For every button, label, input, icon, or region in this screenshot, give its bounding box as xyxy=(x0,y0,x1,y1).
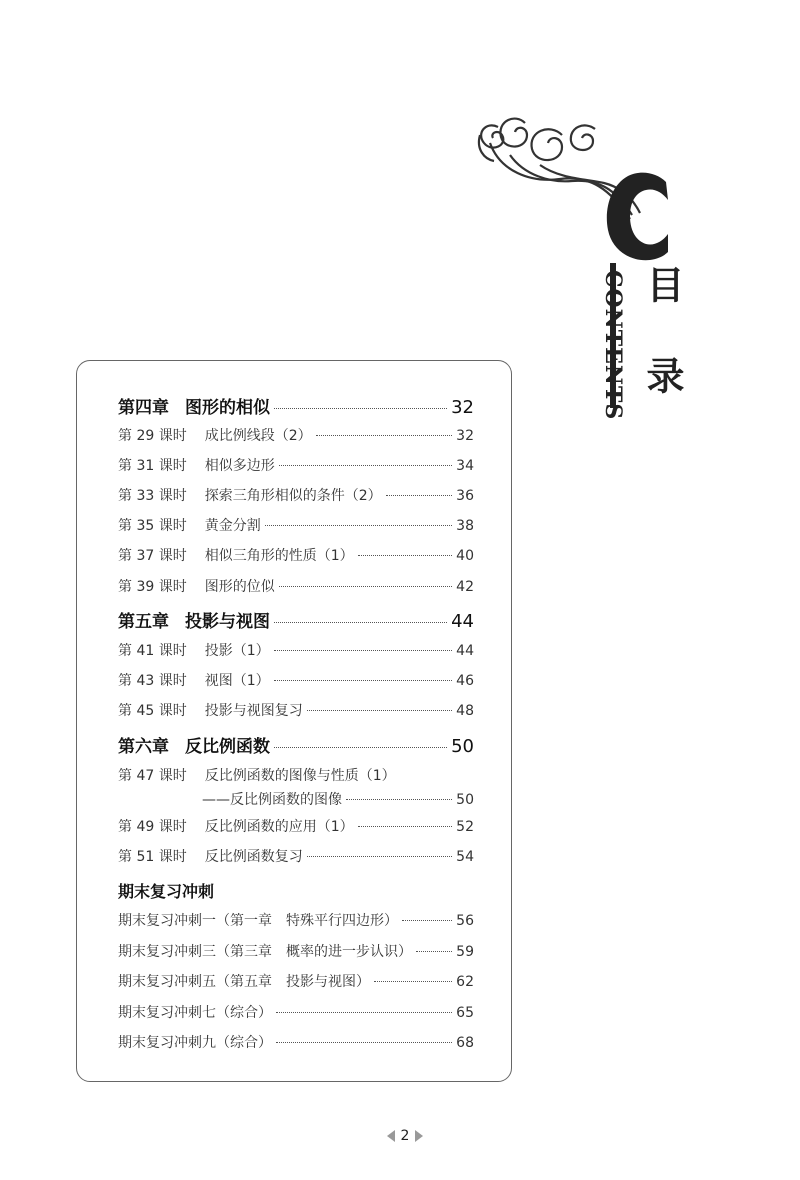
toc-number: 第四章 xyxy=(118,398,169,418)
toc-number: 第 39 课时 xyxy=(118,579,187,595)
toc-page: 40 xyxy=(456,548,474,564)
leader-dots xyxy=(374,981,452,982)
leader-dots xyxy=(274,622,447,623)
toc-title: 反比例函数 xyxy=(185,737,270,757)
toc-page: 46 xyxy=(456,673,474,689)
toc-chapter-4[interactable] xyxy=(118,393,474,418)
toc-title: 期末复习冲刺一（第一章 特殊平行四边形） xyxy=(118,913,398,929)
leader-dots xyxy=(274,650,453,651)
toc-lesson-49[interactable] xyxy=(118,816,474,836)
toc-title: 相似多边形 xyxy=(204,458,275,474)
leader-dots xyxy=(274,747,447,748)
toc-lesson-45[interactable] xyxy=(118,700,474,720)
toc-final-review-1[interactable] xyxy=(118,910,474,930)
leader-dots xyxy=(402,920,452,921)
leader-dots xyxy=(358,555,453,556)
toc-page: 62 xyxy=(456,974,474,990)
toc-lesson-29[interactable] xyxy=(118,425,474,445)
toc-number: 第 37 课时 xyxy=(118,548,187,564)
toc-title: 图形的位似 xyxy=(204,579,275,595)
toc-page: 36 xyxy=(456,488,474,504)
toc-number: 第 49 课时 xyxy=(118,819,187,835)
leader-dots xyxy=(279,465,452,466)
toc-page: 48 xyxy=(456,703,474,719)
toc-page: 59 xyxy=(456,944,474,960)
toc-lesson-43[interactable] xyxy=(118,670,474,690)
toc-number: 第六章 xyxy=(118,737,169,757)
toc-page: 50 xyxy=(451,736,474,757)
toc-number: 第 45 课时 xyxy=(118,703,187,719)
triangle-left-icon xyxy=(387,1130,395,1142)
toc-page: 44 xyxy=(451,611,474,632)
toc-title: 反比例函数复习 xyxy=(204,849,303,865)
toc-title: 探索三角形相似的条件（2） xyxy=(204,488,382,504)
toc-chapter-6[interactable] xyxy=(118,732,474,757)
toc-number: 第 35 课时 xyxy=(118,518,187,534)
toc-lesson-47-subtitle[interactable] xyxy=(202,789,474,809)
toc-page: 54 xyxy=(456,849,474,865)
toc-page: 38 xyxy=(456,518,474,534)
toc-number: 第 51 课时 xyxy=(118,849,187,865)
triangle-right-icon xyxy=(415,1130,423,1142)
toc-lesson-51[interactable] xyxy=(118,846,474,866)
page-number: 2 xyxy=(400,1128,410,1144)
toc-title: 期末复习冲刺七（综合） xyxy=(118,1005,272,1021)
toc-number: 第 31 课时 xyxy=(118,458,187,474)
toc-final-review-heading: 期末复习冲刺 xyxy=(118,882,215,901)
toc-final-review-7[interactable] xyxy=(118,1002,474,1022)
leader-dots xyxy=(346,799,452,800)
toc-title: 黄金分割 xyxy=(204,518,261,534)
toc-lesson-33[interactable] xyxy=(118,485,474,505)
toc-page: 65 xyxy=(456,1005,474,1021)
toc-title: 图形的相似 xyxy=(185,398,270,418)
leader-dots xyxy=(276,1012,452,1013)
toc-title: 反比例函数的应用（1） xyxy=(204,819,354,835)
toc-final-review-9[interactable] xyxy=(118,1032,474,1052)
toc-number: 第 43 课时 xyxy=(118,673,187,689)
toc-lesson-31[interactable] xyxy=(118,455,474,475)
toc-page: 32 xyxy=(456,428,474,444)
toc-lesson-41[interactable] xyxy=(118,640,474,660)
leader-dots xyxy=(279,586,452,587)
toc-final-review-3[interactable] xyxy=(118,941,474,961)
toc-title: 期末复习冲刺五（第五章 投影与视图） xyxy=(118,974,370,990)
toc-lesson-47[interactable] xyxy=(118,765,474,785)
toc-page: 56 xyxy=(456,913,474,929)
leader-dots xyxy=(307,710,452,711)
leader-dots xyxy=(274,408,447,409)
c-letter-emblem-icon xyxy=(600,170,670,265)
page-number-indicator xyxy=(380,1126,430,1146)
leader-dots xyxy=(386,495,453,496)
toc-title: 期末复习冲刺九（综合） xyxy=(118,1035,272,1051)
toc-number: 第 47 课时 xyxy=(118,768,187,784)
contents-english-title: CONTENTS xyxy=(600,270,626,421)
toc-lesson-37[interactable] xyxy=(118,545,474,565)
leader-dots xyxy=(416,951,452,952)
leader-dots xyxy=(316,435,453,436)
toc-title: 视图（1） xyxy=(204,673,270,689)
toc-final-review-5[interactable] xyxy=(118,971,474,991)
toc-subtitle: ——反比例函数的图像 xyxy=(202,792,342,808)
toc-number: 第 41 课时 xyxy=(118,643,187,659)
toc-title: 投影与视图复习 xyxy=(204,703,303,719)
toc-lesson-39[interactable] xyxy=(118,576,474,596)
toc-number: 第 33 课时 xyxy=(118,488,187,504)
toc-page: 50 xyxy=(456,792,474,808)
leader-dots xyxy=(307,856,452,857)
contents-chinese-title: 目 录 xyxy=(640,265,684,415)
toc-title: 反比例函数的图像与性质（1） xyxy=(204,768,396,784)
toc-title: 相似三角形的性质（1） xyxy=(204,548,354,564)
leader-dots xyxy=(358,826,453,827)
toc-page: 68 xyxy=(456,1035,474,1051)
leader-dots xyxy=(265,525,452,526)
toc-title: 期末复习冲刺三（第三章 概率的进一步认识） xyxy=(118,944,412,960)
leader-dots xyxy=(276,1042,452,1043)
toc-page: 32 xyxy=(451,397,474,418)
toc-title: 成比例线段（2） xyxy=(204,428,312,444)
toc-title: 投影（1） xyxy=(204,643,270,659)
toc-page: 42 xyxy=(456,579,474,595)
toc-title: 投影与视图 xyxy=(185,612,270,632)
toc-page: 34 xyxy=(456,458,474,474)
toc-chapter-5[interactable] xyxy=(118,607,474,632)
leader-dots xyxy=(274,680,453,681)
toc-number: 第五章 xyxy=(118,612,169,632)
toc-lesson-35[interactable] xyxy=(118,515,474,535)
toc-number: 第 29 课时 xyxy=(118,428,187,444)
toc-page: 44 xyxy=(456,643,474,659)
toc-page: 52 xyxy=(456,819,474,835)
